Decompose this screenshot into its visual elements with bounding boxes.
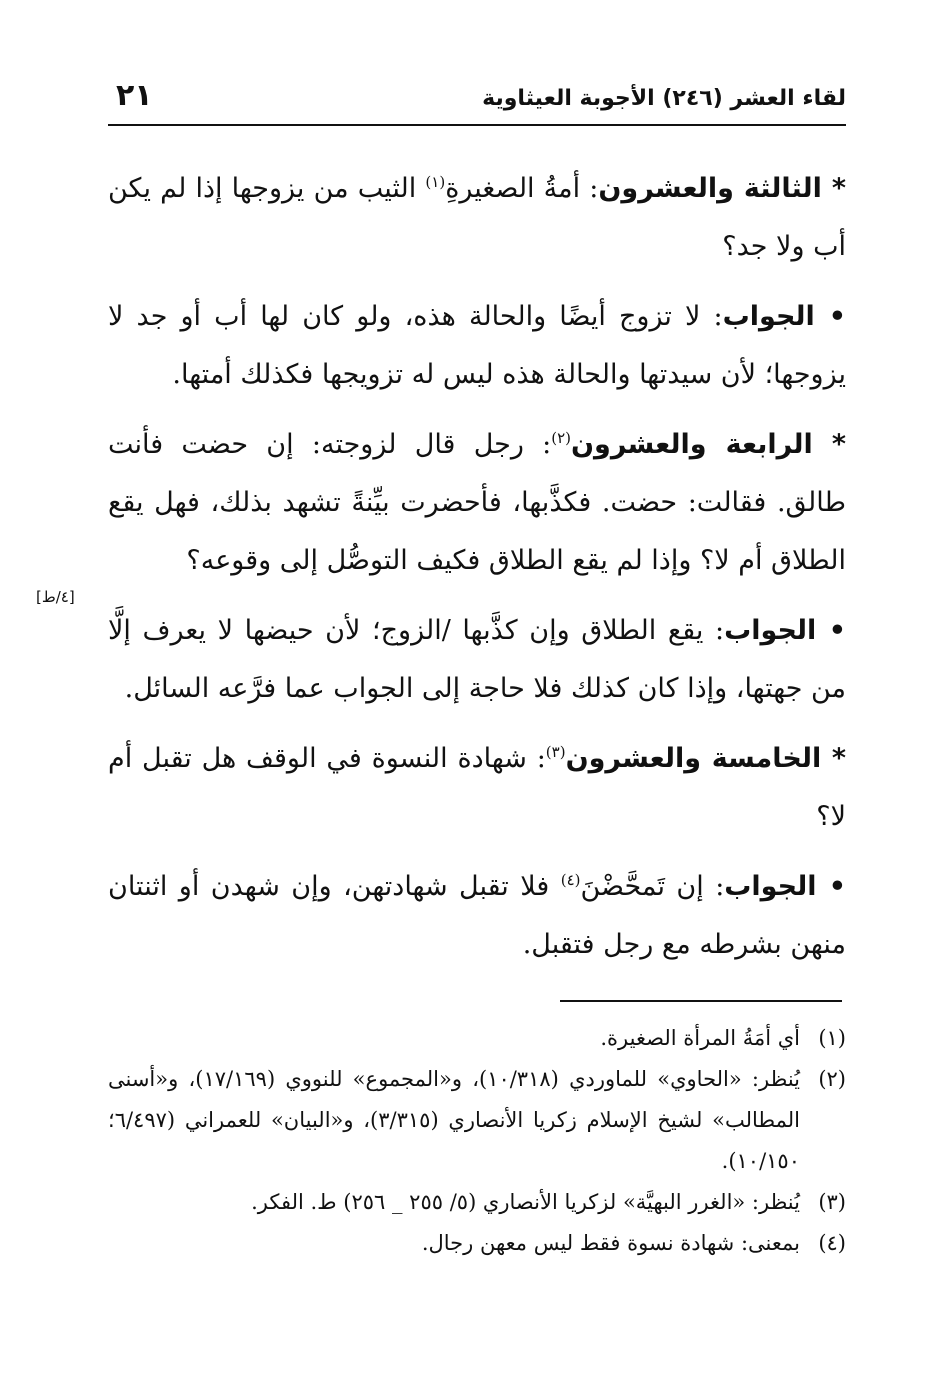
main-text <box>108 160 846 986</box>
paragraph-question-23 <box>108 160 846 276</box>
footnotes <box>108 1018 846 1264</box>
paragraph-text: : شهادة النسوة في الوقف هل تقبل أم لا؟ <box>108 743 846 832</box>
answer-lead: • الجواب <box>724 615 846 646</box>
paragraph-text: : أمةُ الصغيرةِ <box>445 173 599 204</box>
question-lead: * الثالثة والعشرون <box>598 173 847 204</box>
footnote <box>108 1223 846 1264</box>
footnote-ref: (٤) <box>560 871 581 889</box>
answer-lead: • الجواب <box>724 871 846 902</box>
footnote-ref: (٣) <box>545 743 566 761</box>
question-lead: * الرابعة والعشرون <box>571 429 846 460</box>
footnote-text: يُنظر: «الغرر البهيَّة» لزكريا الأنصاري (٥/ ٢٥٥ _ ٢٥٦) ط. الفكر. <box>251 1190 800 1214</box>
paragraph-answer-25 <box>108 858 846 974</box>
footnote-number: (١) <box>818 1026 846 1050</box>
running-title: لقاء العشر (٢٤٦) الأجوبة العيثاوية <box>482 86 846 111</box>
footnote-ref: (١) <box>425 173 446 191</box>
paragraph-text: : رجل قال لزوجته: إن حضت فأنت طالق. فقالت: حضت. فكذَّبها، فأحضرت بيِّنةً تشهد بذلك، فهل يقع الطلاق أم لا؟ وإذا لم يقع الطلاق فكيف التوصُّل إلى وقوعه؟ <box>108 429 846 576</box>
footnote-text: يُنظر: «الحاوي» للماوردي (١٠/٣١٨)، و«المجموع» للنووي (١٧/١٦٩)، و«أسنى المطالب» لشيخ الإسلام زكريا الأنصاري (٣/٣١٥)، و«البيان» للعمراني (٦/٤٩٧؛ ١٠/١٥٠). <box>108 1067 801 1173</box>
footnote-number: (٣) <box>818 1190 846 1214</box>
paragraph-question-25 <box>108 730 846 846</box>
question-lead: * الخامسة والعشرون <box>565 743 846 774</box>
footnote-text: بمعنى: شهادة نسوة فقط ليس معهن رجال. <box>421 1231 800 1255</box>
footnote-separator <box>560 1000 842 1002</box>
paragraph-text: : إن تَمحَّضْنَ <box>580 871 725 902</box>
footnote <box>108 1182 846 1223</box>
footnote <box>108 1059 846 1182</box>
footnote-text: أي أمَةُ المرأة الصغيرة. <box>600 1026 800 1050</box>
page-header <box>108 78 846 126</box>
paragraph-question-24 <box>108 416 846 590</box>
paragraph-text: فلا تقبل شهادتهن، وإن شهدن أو اثنتان منهن بشرطه مع رجل فتقبل. <box>108 871 846 960</box>
paragraph-text: : لا تزوج أيضًا والحالة هذه، ولو كان لها أب أو جد لا يزوجها؛ لأن سيدتها والحالة هذه ليس له تزويجها فكذلك أمتها. <box>108 301 846 390</box>
footnote-number: (٢) <box>818 1067 846 1091</box>
footnote <box>108 1018 846 1059</box>
footnote-ref: (٢) <box>551 429 572 447</box>
margin-note: [٤/ط] <box>36 588 75 606</box>
paragraph-answer-23 <box>108 288 846 404</box>
footnote-number: (٤) <box>818 1231 846 1255</box>
paragraph-text: الثيب من يزوجها إذا لم يكن أب ولا جد؟ <box>108 173 846 262</box>
answer-lead: • الجواب <box>722 301 846 332</box>
paragraph-text: : يقع الطلاق وإن كذَّبها /الزوج؛ لأن حيضها لا يعرف إلَّا من جهتها، وإذا كان كذلك فلا حاجة إلى الجواب عما فرَّعه السائل. <box>108 615 846 704</box>
page-number: ٢١ <box>116 78 153 113</box>
paragraph-answer-24 <box>108 602 846 718</box>
